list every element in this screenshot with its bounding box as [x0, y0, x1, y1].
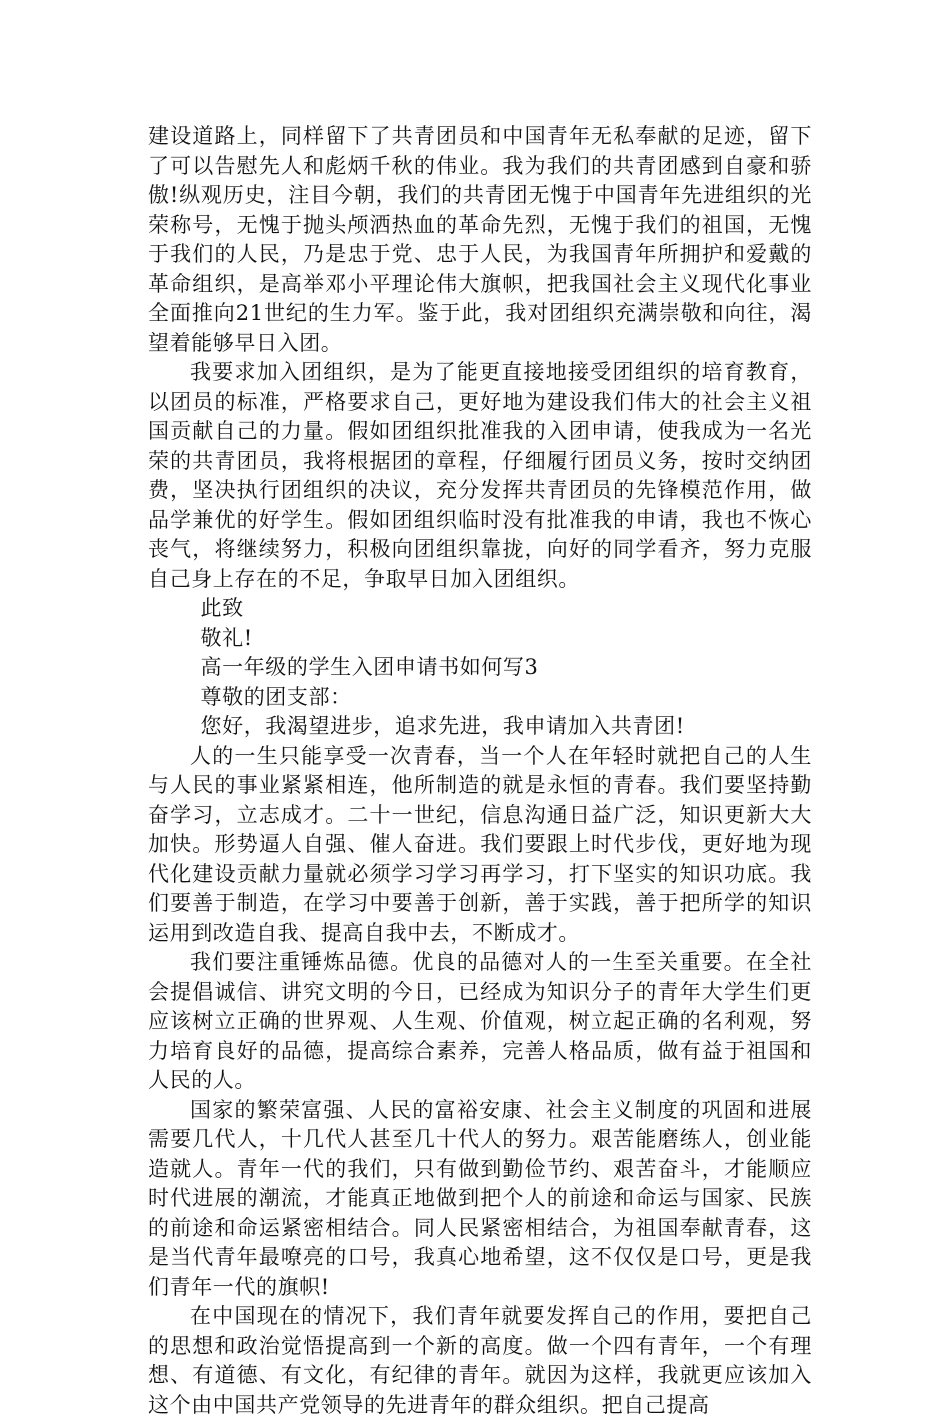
greeting: 您好，我渴望进步，追求先进，我申请加入共青团! [200, 714, 685, 738]
paragraph-china-today: 在中国现在的情况下，我们青年就要发挥自己的作用，要把自己的思想和政治觉悟提高到一个新的高度。做一个四有青年，一个有理想、有道德、有文化，有纪律的青年。就因为这样，我就更应该加入这个由中国共产党领导的先进青年的群众组织。把自己提高 [148, 1304, 812, 1417]
paragraph-nation: 国家的繁荣富强、人民的富裕安康、社会主义制度的巩固和进展需要几代人，十几代人甚至几十代人的努力。艰苦能磨练人，创业能造就人。青年一代的我们，只有做到勤俭节约、艰苦奋斗，才能顺应时代进展的潮流，才能真正地做到把个人的前途和命运与国家、民族的前途和命运紧密相结合。同人民紧密相结合，为祖国奉献青春，这是当代青年最嘹亮的口号，我真心地希望，这不仅仅是口号，更是我们青年一代的旗帜! [148, 1097, 812, 1299]
document-body [148, 122, 812, 1420]
paragraph-continuation: 建设道路上，同样留下了共青团员和中国青年无私奉献的足迹，留下了可以告慰先人和彪炳千秋的伟业。我为我们的共青团感到自豪和骄傲!纵观历史，注目今朝，我们的共青团无愧于中国青年先进组织的光荣称号，无愧于抛头颅洒热血的革命先烈，无愧于我们的祖国，无愧于我们的人民，乃是忠于党、忠于人民，为我国青年所拥护和爱戴的革命组织，是高举邓小平理论伟大旗帜，把我国社会主义现代化事业全面推向21世纪的生力军。鉴于此，我对团组织充满崇敬和向往，渴望着能够早日入团。 [148, 124, 812, 355]
paragraph-join-reason: 我要求加入团组织，是为了能更直接地接受团组织的培育教育，以团员的标准，严格要求自己，更好地为建设我们伟大的社会主义祖国贡献自己的力量。假如团组织批准我的入团申请，使我成为一名光荣的共青团员，我将根据团的章程，仔细履行团员义务，按时交纳团费，坚决执行团组织的决议，充分发挥共青团员的先锋模范作用，做品学兼优的好学生。假如团组织临时没有批准我的申请，我也不恢心丧气，将继续努力，积极向团组织靠拢，向好的同学看齐，努力克服自己身上存在的不足，争取早日加入团组织。 [148, 360, 812, 591]
closing-regards: 敬礼! [200, 625, 253, 650]
paragraph-character: 我们要注重锤炼品德。优良的品德对人的一生至关重要。在全社会提倡诚信、讲究文明的今日，已经成为知识分子的青年大学生们更应该树立正确的世界观、人生观、价值观，树立起正确的名利观，努力培育良好的品德，提高综合素养，完善人格品质，做有益于祖国和人民的人。 [148, 950, 812, 1092]
section-title: 高一年级的学生入团申请书如何写3 [200, 655, 539, 679]
addressee: 尊敬的团支部： [200, 684, 352, 709]
paragraph-youth: 人的一生只能享受一次青春，当一个人在年轻时就把自己的人生与人民的事业紧紧相连，他所制造的就是永恒的青春。我们要坚持勤奋学习，立志成才。二十一世纪，信息沟通日益广泛，知识更新大大加快。形势逼人自强、催人奋进。我们要跟上时代步伐，更好地为现代化建设贡献力量就必须学习学习再学习，打下坚实的知识功底。我们要善于制造，在学习中要善于创新，善于实践，善于把所学的知识运用到改造自我、提高自我中去，不断成才。 [148, 743, 812, 945]
closing-salutation: 此致 [200, 596, 244, 620]
